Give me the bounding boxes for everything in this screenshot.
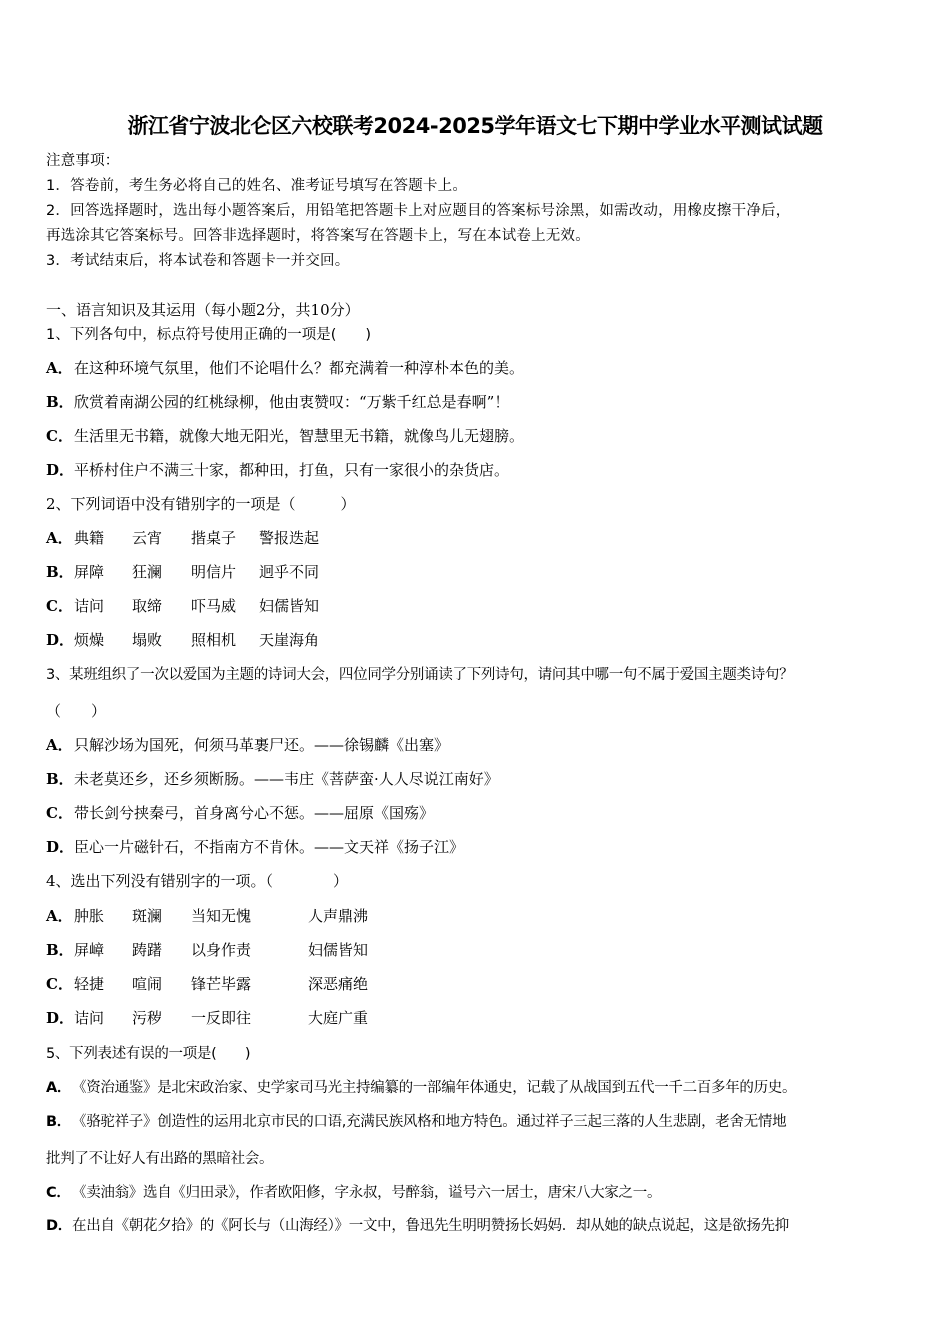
option-letter: A． bbox=[46, 529, 73, 547]
question-4-stem: 4、选出下列没有错别字的一项。（ ） bbox=[46, 872, 349, 890]
question-5-option-c bbox=[46, 1182, 661, 1204]
option-letter: B． bbox=[46, 1114, 71, 1130]
option-word: 踌躇 bbox=[132, 941, 163, 959]
option-letter: D． bbox=[46, 838, 75, 856]
option-letter: B． bbox=[46, 563, 74, 581]
question-4-option-d bbox=[46, 1007, 368, 1029]
option-word: 照相机 bbox=[191, 631, 237, 649]
option-word: 典籍 bbox=[74, 529, 105, 547]
option-letter: C． bbox=[46, 804, 73, 822]
question-3-option-c bbox=[46, 802, 434, 824]
question-3-answer-blank: （ ） bbox=[46, 702, 107, 720]
option-word: 天崖海角 bbox=[259, 631, 320, 649]
option-word: 取缔 bbox=[132, 597, 163, 615]
option-word: 吓马威 bbox=[191, 597, 237, 615]
question-4-option-a bbox=[46, 905, 368, 927]
option-word: 污秽 bbox=[132, 1009, 163, 1027]
option-word: 妇儒皆知 bbox=[259, 597, 320, 615]
question-4-option-c bbox=[46, 973, 368, 995]
option-word: 诘问 bbox=[74, 1009, 105, 1027]
question-2-stem: 2、下列词语中没有错别字的一项是（ ） bbox=[46, 495, 356, 513]
question-3-option-b bbox=[46, 768, 499, 790]
option-word: 云宵 bbox=[132, 529, 163, 547]
option-letter: D． bbox=[46, 1009, 75, 1027]
option-text: 臣心一片磁针石，不指南方不肯休。——文天祥《扬子江》 bbox=[74, 838, 465, 856]
notice-heading: 注意事项： bbox=[46, 153, 120, 169]
option-letter: B． bbox=[46, 770, 74, 788]
question-3-option-d bbox=[46, 836, 464, 858]
question-1-option-b bbox=[46, 391, 509, 413]
option-text: 《卖油翁》选自《归田录》，作者欧阳修，字永叔，号醉翁，谥号六一居士，唐宋八大家之一。 bbox=[72, 1185, 662, 1201]
option-word: 斑澜 bbox=[132, 907, 163, 925]
option-letter: A． bbox=[46, 907, 73, 925]
option-word: 明信片 bbox=[191, 563, 237, 581]
option-word: 迥乎不同 bbox=[259, 563, 320, 581]
option-word: 屏障 bbox=[74, 563, 105, 581]
question-5-option-d bbox=[46, 1215, 789, 1237]
notice-item-2: 2．回答选择题时，选出每小题答案后，用铅笔把答题卡上对应题目的答案标号涂黑，如需改动，用橡皮擦干净后， bbox=[46, 203, 791, 219]
option-word: 狂澜 bbox=[132, 563, 163, 581]
option-letter: C． bbox=[46, 597, 73, 615]
option-text: 欣赏着南湖公园的红桃绿柳，他由衷赞叹：“万紫千红总是春啊”！ bbox=[74, 393, 510, 411]
option-text: 平桥村住户不满三十家，都种田，打鱼，只有一家很小的杂货店。 bbox=[74, 461, 510, 479]
option-letter: C． bbox=[46, 1185, 71, 1201]
option-word: 大庭广重 bbox=[308, 1009, 369, 1027]
option-text: 《骆驼祥子》创造性的运用北京市民的口语,充满民族风格和地方特色。通过祥子三起三落的人生悲剧，老舍无情地 bbox=[72, 1114, 787, 1130]
option-word: 一反即往 bbox=[191, 1009, 252, 1027]
option-word: 锋芒毕露 bbox=[191, 975, 252, 993]
notice-item-3: 3．考试结束后，将本试卷和答题卡一并交回。 bbox=[46, 253, 350, 269]
option-word: 烦燥 bbox=[74, 631, 105, 649]
question-3-stem: 3、某班组织了一次以爱国为主题的诗词大会，四位同学分别诵读了下列诗句，请问其中哪一句不属于爱国主题类诗句？ bbox=[46, 667, 794, 683]
option-text: 未老莫还乡，还乡须断肠。——韦庄《菩萨蛮·人人尽说江南好》 bbox=[74, 770, 499, 788]
option-text: 带长剑兮挟秦弓，首身离兮心不惩。——屈原《国殇》 bbox=[74, 804, 435, 822]
option-text: 《资治通鉴》是北宋政治家、史学家司马光主持编纂的一部编年体通史，记载了从战国到五代一千二百多年的历史。 bbox=[72, 1080, 797, 1096]
option-text: 在出自《朝花夕拾》的《阿长与（山海经）》一文中，鲁迅先生明明赞扬长妈妈．却从她的缺点说起，这是欲扬先抑 bbox=[72, 1218, 789, 1234]
document-title: 浙江省宁波北仑区六校联考2024-2025学年语文七下期中学业水平测试试题 bbox=[127, 114, 823, 138]
question-2-option-d bbox=[46, 629, 319, 651]
option-letter: A． bbox=[46, 736, 73, 754]
question-1-stem: 1、下列各句中，标点符号使用正确的一项是( ) bbox=[46, 327, 372, 343]
option-word: 屏嶂 bbox=[74, 941, 105, 959]
option-letter: C． bbox=[46, 427, 73, 445]
question-5-option-b-cont: 批判了不让好人有出路的黑暗社会。 bbox=[46, 1151, 274, 1167]
option-word: 轻捷 bbox=[74, 975, 105, 993]
option-word: 深恶痛绝 bbox=[308, 975, 369, 993]
option-letter: A． bbox=[46, 1080, 72, 1096]
section-heading: 一、语言知识及其运用（每小题2分，共10分） bbox=[46, 301, 360, 319]
question-1-option-d bbox=[46, 459, 509, 481]
notice-item-1: 1．答卷前，考生务必将自己的姓名、准考证号填写在答题卡上。 bbox=[46, 178, 468, 194]
option-word: 人声鼎沸 bbox=[308, 907, 369, 925]
question-5-stem: 5、下列表述有误的一项是( ) bbox=[46, 1046, 251, 1062]
option-letter: D． bbox=[46, 631, 75, 649]
option-letter: B． bbox=[46, 941, 74, 959]
option-text: 生活里无书籍，就像大地无阳光，智慧里无书籍，就像鸟儿无翅膀。 bbox=[74, 427, 525, 445]
option-letter: B． bbox=[46, 393, 74, 411]
question-2-option-b bbox=[46, 561, 319, 583]
option-letter: D． bbox=[46, 1218, 72, 1234]
option-text: 在这种环境气氛里，他们不论唱什么？都充满着一种淳朴本色的美。 bbox=[74, 359, 525, 377]
question-2-option-c bbox=[46, 595, 319, 617]
question-5-option-a bbox=[46, 1077, 796, 1099]
option-letter: D． bbox=[46, 461, 75, 479]
option-word: 喧闹 bbox=[132, 975, 163, 993]
option-word: 肿胀 bbox=[74, 907, 105, 925]
option-word: 揩桌子 bbox=[191, 529, 237, 547]
question-5-option-b bbox=[46, 1111, 786, 1133]
option-word: 妇儒皆知 bbox=[308, 941, 369, 959]
option-letter: C． bbox=[46, 975, 73, 993]
option-word: 以身作责 bbox=[191, 941, 252, 959]
option-word: 塌败 bbox=[132, 631, 163, 649]
option-word: 警报迭起 bbox=[259, 529, 320, 547]
question-1-option-a bbox=[46, 357, 524, 379]
option-word: 诘问 bbox=[74, 597, 105, 615]
question-2-option-a bbox=[46, 527, 319, 549]
option-letter: A． bbox=[46, 359, 73, 377]
option-text: 只解沙场为国死，何须马革裹尸还。——徐锡麟《出塞》 bbox=[74, 736, 450, 754]
question-1-option-c bbox=[46, 425, 524, 447]
notice-item-2-cont: 再选涂其它答案标号。回答非选择题时，将答案写在答题卡上，写在本试卷上无效。 bbox=[46, 228, 590, 244]
question-4-option-b bbox=[46, 939, 368, 961]
option-word: 当知无愧 bbox=[191, 907, 252, 925]
question-3-option-a bbox=[46, 734, 449, 756]
